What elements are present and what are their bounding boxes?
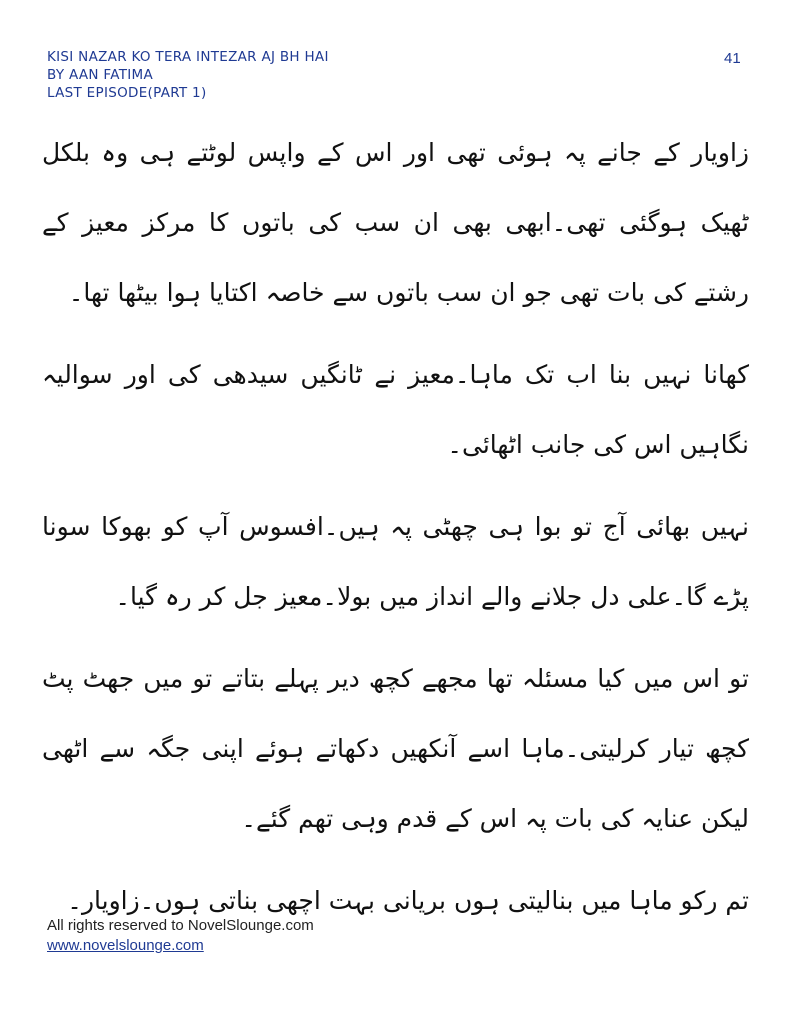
website-link[interactable]: www.novelslounge.com <box>47 937 204 954</box>
paragraph: زاویار کے جانے پہ ہوئی تھی اور اس کے واپس لوٹتے ہی وہ بلکل ٹھیک ہوگئی تھی۔ابھی بھی ان سب کی باتوں کا مرکز معیز کے رشتے کی بات تھی جو ان سب باتوں سے خاصہ اکتایا ہوا بیٹھا تھا۔ <box>42 138 749 307</box>
story-body <box>42 118 749 948</box>
paragraph: تو اس میں کیا مسئلہ تھا مجھے کچھ دیر پہلے بتاتے تو میں جھٹ پٹ کچھ تیار کرلیتی۔ماہا اسے آنکھیں دکھاتے ہوئے اپنی جگہ سے اٹھی لیکن عنایہ کی بات پہ اس کے قدم وہی تھم گئے۔ <box>42 664 749 833</box>
page-number: 41 <box>724 50 741 67</box>
paragraph: کھانا نہیں بنا اب تک ماہا۔معیز نے ٹانگیں سیدھی کی اور سوالیہ نگاہیں اس کی جانب اٹھائی۔ <box>42 360 749 459</box>
document-footer <box>47 916 314 956</box>
rights-notice: All rights reserved to NovelSlounge.com <box>47 917 314 934</box>
paragraph: تم رکو ماہا میں بنالیتی ہوں بریانی بہت اچھی بناتی ہوں۔زاویار۔ <box>67 886 749 915</box>
author-line: BY AAN FATIMA <box>47 67 154 83</box>
paragraph: نہیں بھائی آج تو بوا ہی چھٹی پہ ہیں۔افسوس آپ کو بھوکا سونا پڑے گا۔علی دل جلانے والے انداز میں بولا۔معیز جل کر رہ گیا۔ <box>42 512 749 611</box>
novel-title: KISI NAZAR KO TERA INTEZAR AJ BH HAI <box>47 49 329 65</box>
document-header <box>47 48 329 102</box>
episode-line: LAST EPISODE(PART 1) <box>47 85 207 101</box>
